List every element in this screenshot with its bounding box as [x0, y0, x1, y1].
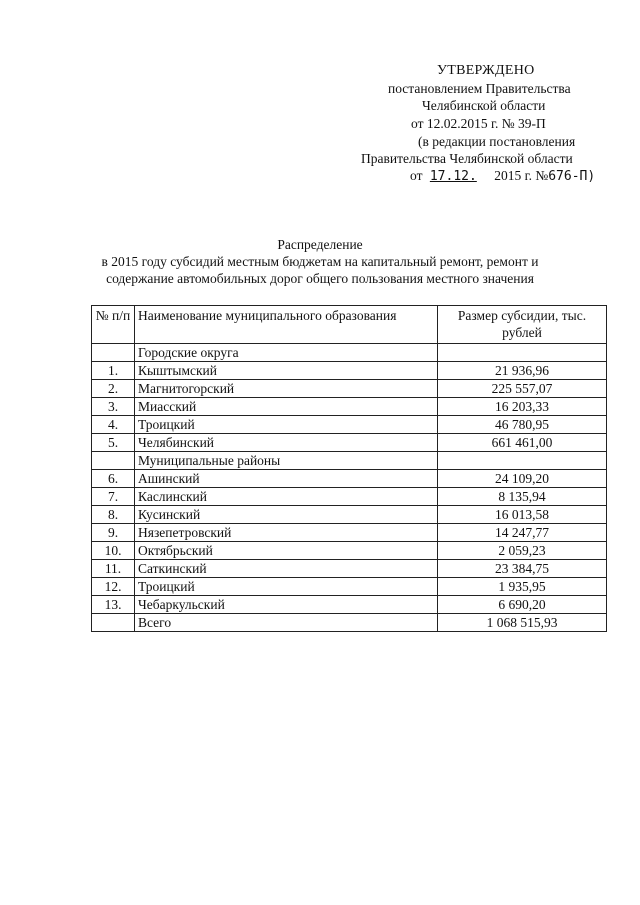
row-num: 9.	[92, 524, 135, 542]
approval-line-3: от 12.02.2015 г. № 39-П	[411, 116, 546, 131]
row-amount: 24 109,20	[438, 470, 607, 488]
table-row	[92, 578, 607, 596]
row-name: Нязепетровский	[135, 524, 438, 542]
row-num: 2.	[92, 380, 135, 398]
row-name: Городские округа	[135, 344, 438, 362]
table-row	[92, 614, 607, 632]
heading-line-2: в 2015 году субсидий местным бюджетам на капитальный ремонт, ремонт и	[101, 254, 539, 269]
row-name: Октябрьский	[135, 542, 438, 560]
approval-block	[0, 0, 640, 200]
row-amount: 16 013,58	[438, 506, 607, 524]
table-header-row	[92, 306, 607, 344]
table-row	[92, 452, 607, 470]
row-amount: 14 247,77	[438, 524, 607, 542]
row-name: Всего	[135, 614, 438, 632]
row-num: 13.	[92, 596, 135, 614]
row-name: Ашинский	[135, 470, 438, 488]
approval-line-6-year: 2015 г. №	[494, 168, 549, 183]
row-name: Кыштымский	[135, 362, 438, 380]
row-num: 12.	[92, 578, 135, 596]
subsidy-table	[91, 305, 607, 632]
row-amount: 46 780,95	[438, 416, 607, 434]
row-name: Магнитогорский	[135, 380, 438, 398]
table-row	[92, 470, 607, 488]
document-heading	[0, 236, 640, 287]
row-num: 7.	[92, 488, 135, 506]
row-amount	[438, 344, 607, 362]
row-num	[92, 614, 135, 632]
header-name: Наименование муниципального образования	[135, 306, 438, 344]
row-name: Миасский	[135, 398, 438, 416]
row-num: 8.	[92, 506, 135, 524]
row-amount: 6 690,20	[438, 596, 607, 614]
row-name: Каслинский	[135, 488, 438, 506]
row-amount	[438, 452, 607, 470]
row-num: 10.	[92, 542, 135, 560]
row-num: 3.	[92, 398, 135, 416]
row-num	[92, 344, 135, 362]
table-row	[92, 416, 607, 434]
row-amount: 1 935,95	[438, 578, 607, 596]
row-name: Муниципальные районы	[135, 452, 438, 470]
row-name: Чебаркульский	[135, 596, 438, 614]
approval-number: 676-П)	[548, 169, 596, 184]
approval-date: 17.12.	[429, 169, 477, 184]
header-num: № п/п	[92, 306, 135, 344]
row-num: 1.	[92, 362, 135, 380]
row-num: 4.	[92, 416, 135, 434]
approval-line-2: Челябинской области	[422, 98, 546, 113]
table-row	[92, 434, 607, 452]
row-amount: 661 461,00	[438, 434, 607, 452]
row-name: Саткинский	[135, 560, 438, 578]
heading-line-3: содержание автомобильных дорог общего пользования местного значения	[106, 271, 534, 286]
approval-line-6-prefix: от	[410, 168, 423, 183]
row-name: Троицкий	[135, 416, 438, 434]
row-amount: 225 557,07	[438, 380, 607, 398]
approval-line-5: Правительства Челябинской области	[361, 151, 573, 166]
approval-line-4: (в редакции постановления	[418, 134, 576, 149]
approval-line-1: постановлением Правительства	[388, 81, 571, 96]
row-name: Троицкий	[135, 578, 438, 596]
table-row	[92, 560, 607, 578]
table-row	[92, 362, 607, 380]
row-amount: 21 936,96	[438, 362, 607, 380]
table-row	[92, 344, 607, 362]
table-row	[92, 524, 607, 542]
approval-line-6	[410, 167, 595, 185]
row-amount: 1 068 515,93	[438, 614, 607, 632]
table-row	[92, 596, 607, 614]
table-row	[92, 380, 607, 398]
subsidy-table-body	[92, 306, 607, 632]
table-row	[92, 506, 607, 524]
row-amount: 2 059,23	[438, 542, 607, 560]
table-row	[92, 488, 607, 506]
row-num: 5.	[92, 434, 135, 452]
row-name: Челябинский	[135, 434, 438, 452]
approval-title: УТВЕРЖДЕНО	[437, 63, 535, 78]
row-name: Кусинский	[135, 506, 438, 524]
table-row	[92, 542, 607, 560]
row-amount: 8 135,94	[438, 488, 607, 506]
row-num: 6.	[92, 470, 135, 488]
table-row	[92, 398, 607, 416]
header-amount: Размер субсидии, тыс. рублей	[438, 306, 607, 344]
row-amount: 23 384,75	[438, 560, 607, 578]
heading-title: Распределение	[277, 237, 363, 252]
row-amount: 16 203,33	[438, 398, 607, 416]
row-num: 11.	[92, 560, 135, 578]
row-num	[92, 452, 135, 470]
